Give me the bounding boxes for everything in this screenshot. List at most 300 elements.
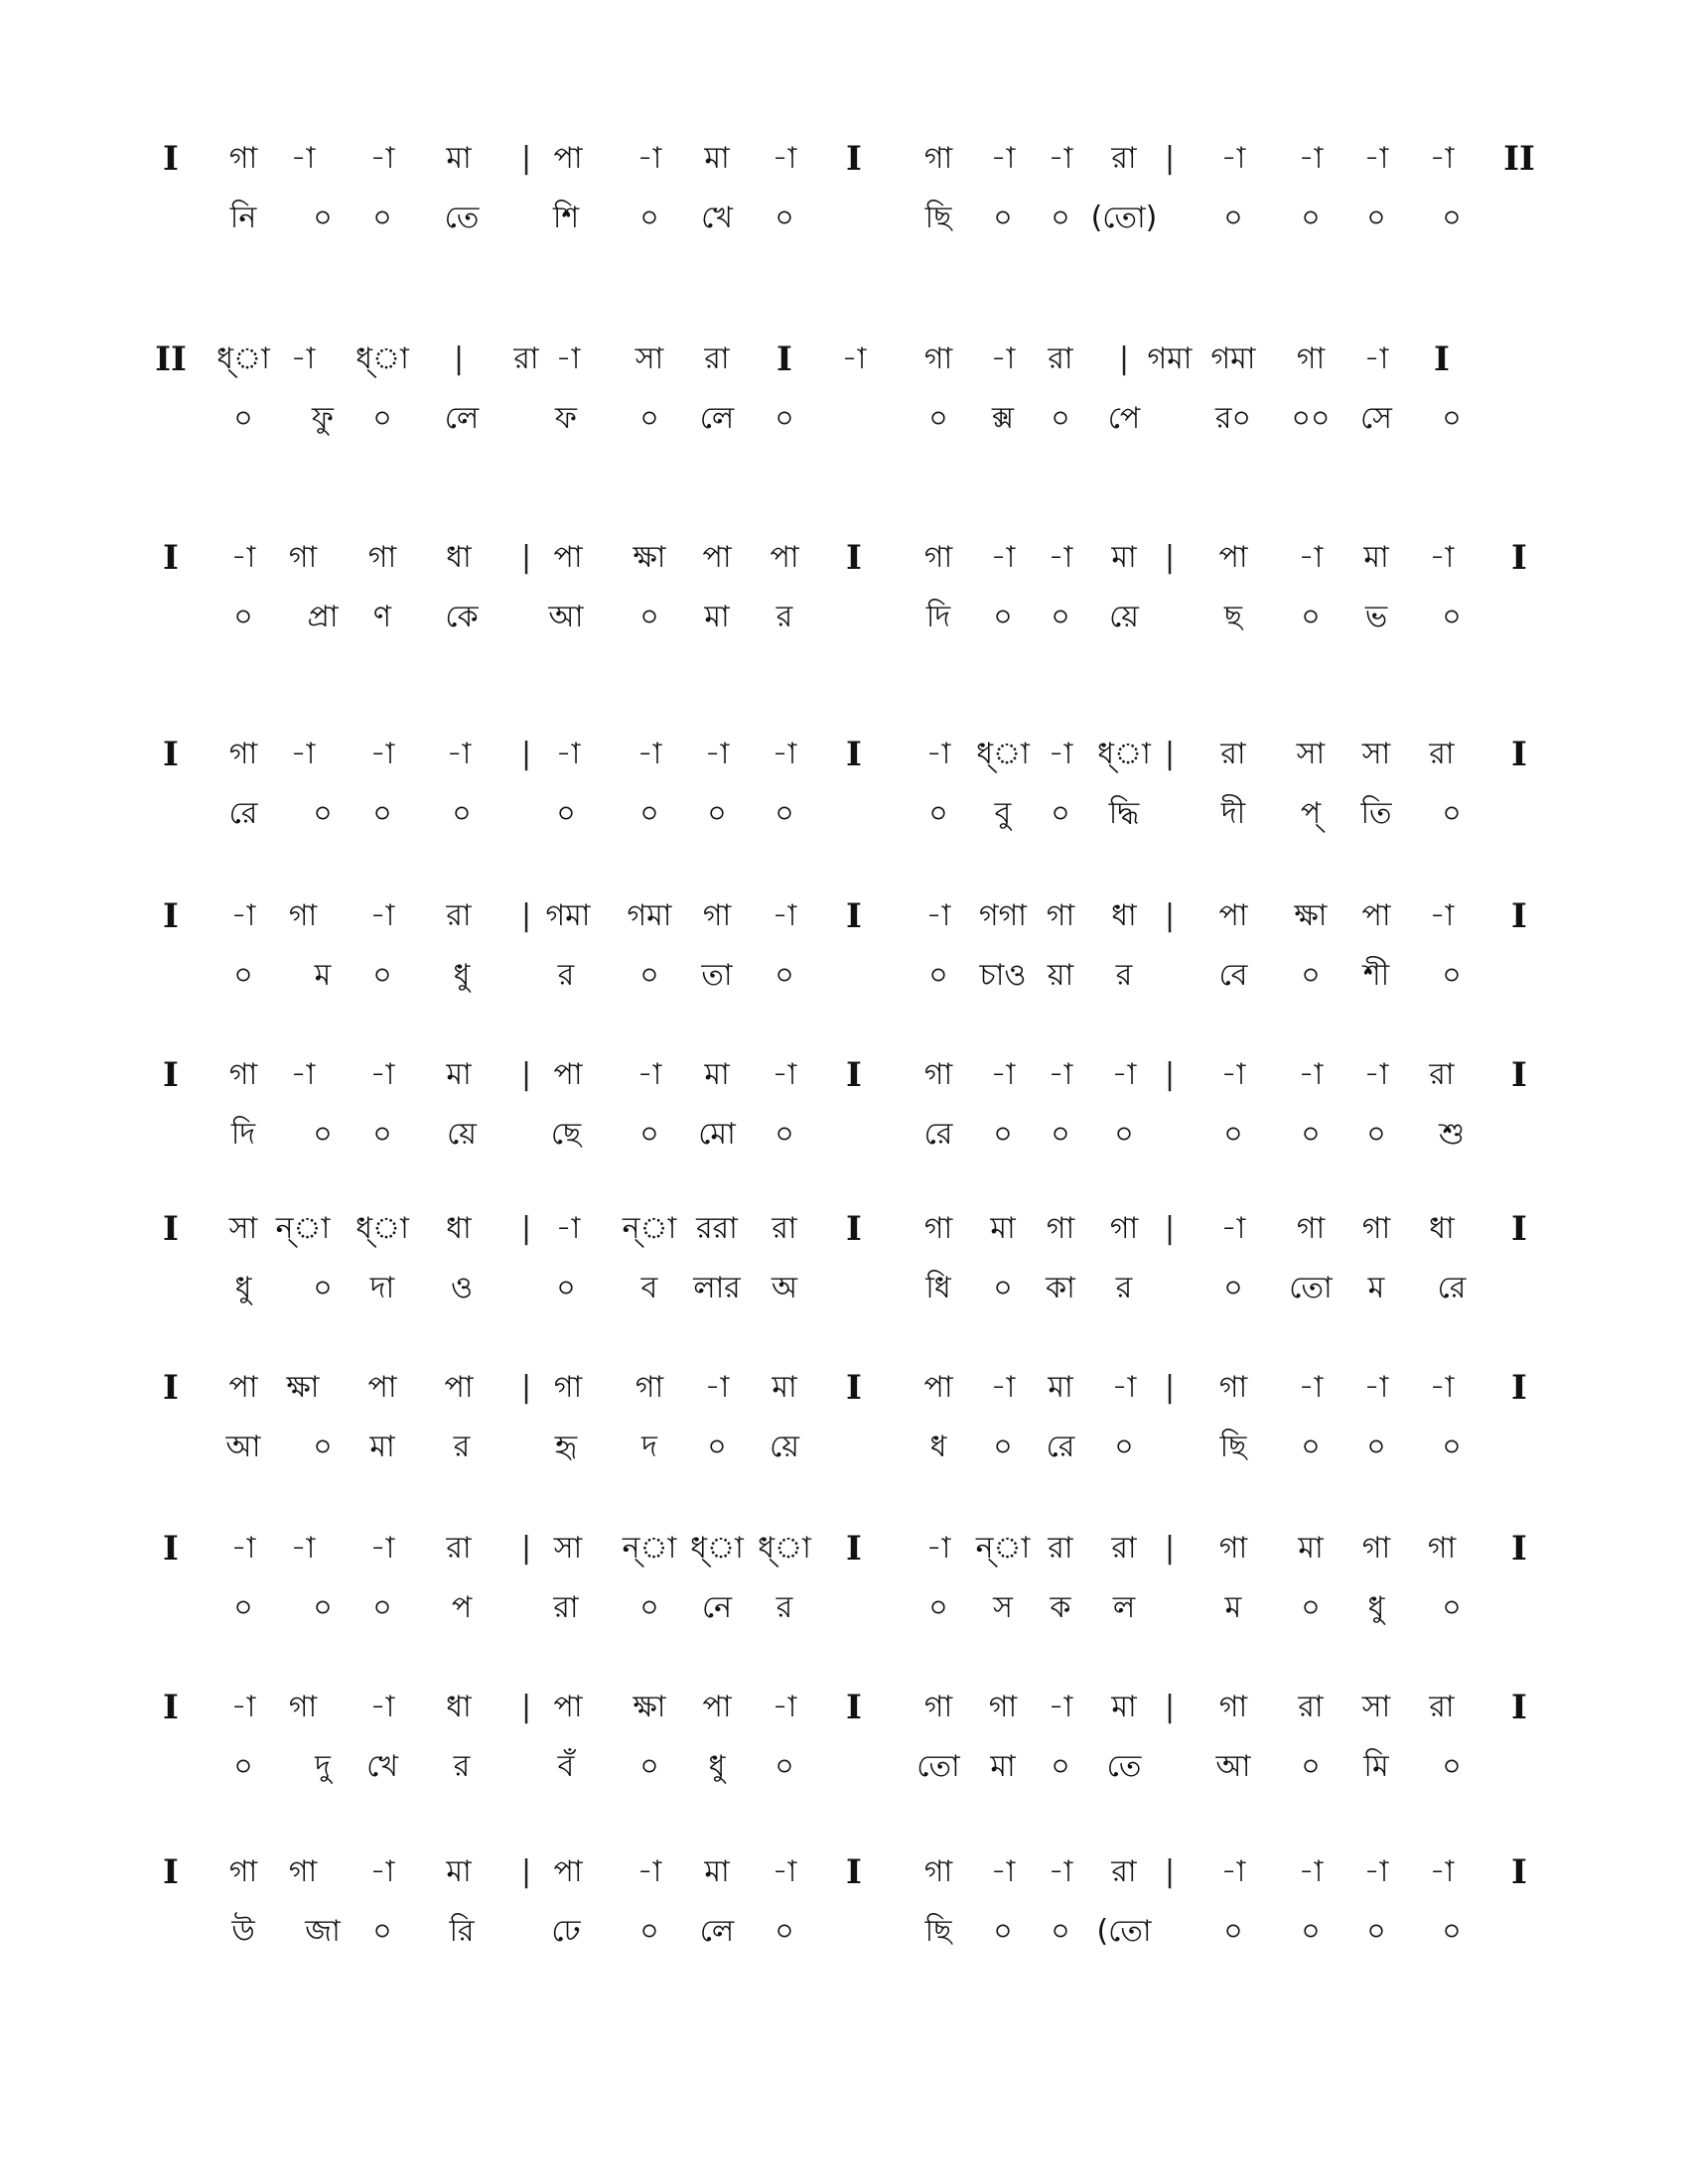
swara-note: গা <box>1361 1211 1391 1246</box>
lyric-syllable: ০ <box>774 201 794 235</box>
swara-note: -া <box>290 141 316 176</box>
notation-line <box>0 340 1688 488</box>
swara-note: -া <box>1048 1057 1073 1092</box>
lyric-syllable: শি <box>552 201 580 235</box>
lyric-syllable: ০ <box>774 796 794 831</box>
swara-note: গা <box>1427 1531 1457 1566</box>
swara-note: রা <box>1048 341 1073 376</box>
swara-note: -া <box>925 1531 951 1566</box>
lyric-syllable: ০ <box>928 1590 948 1625</box>
lyric-syllable: ০ <box>372 1914 392 1949</box>
lyric-syllable: তি <box>1360 796 1392 831</box>
lyric-syllable: শু <box>1439 1117 1465 1152</box>
swara-note: -া <box>925 737 951 771</box>
swara-note: সা <box>1361 737 1391 771</box>
swara-note: -া <box>990 341 1016 376</box>
lyric-syllable: ০ <box>639 401 659 436</box>
swara-note: রা <box>446 1531 472 1566</box>
swara-note: -া <box>1298 540 1324 575</box>
bar-line: I <box>776 340 792 379</box>
lyric-syllable: ০ <box>639 600 659 634</box>
swara-note: মা <box>1111 1690 1137 1724</box>
swara-note: -া <box>990 540 1016 575</box>
lyric-syllable: ০ <box>372 201 392 235</box>
lyric-syllable: ০ <box>993 201 1013 235</box>
lyric-syllable: ০ <box>1301 958 1321 993</box>
lyric-syllable: ছি <box>924 201 952 235</box>
swara-note: -া <box>1363 1057 1389 1092</box>
swara-note: গা <box>1218 1690 1248 1724</box>
swara-note: -া <box>230 898 256 933</box>
lyric-syllable: দ্ধি <box>1108 796 1140 831</box>
swara-note: গা <box>228 1057 258 1092</box>
bar-line: I <box>1511 735 1527 774</box>
lyric-syllable: ০ <box>639 1117 659 1152</box>
lyric-syllable: ণ <box>372 600 392 634</box>
swara-note: গা <box>1046 1211 1075 1246</box>
swara-note: -া <box>555 341 581 376</box>
swara-note: মা <box>1048 1370 1073 1405</box>
lyric-syllable: ০ <box>993 1430 1013 1464</box>
lyric-syllable: প্ <box>1300 796 1322 831</box>
lyric-syllable: ০ <box>1442 1749 1462 1784</box>
swara-note: ন্া <box>275 1211 331 1246</box>
swara-note: ধ্া <box>690 1531 744 1566</box>
swara-note: -া <box>704 1370 730 1405</box>
swara-note: রা <box>1048 1531 1073 1566</box>
lyric-syllable: লার <box>693 1271 741 1305</box>
notation-line <box>0 1688 1688 1837</box>
lyric-syllable: খে <box>366 1749 398 1784</box>
bar-line: I <box>1511 1529 1527 1569</box>
lyric-syllable: ব <box>640 1271 658 1305</box>
swara-note: রা <box>1429 1057 1455 1092</box>
bar-line: I <box>1511 1055 1527 1095</box>
lyric-syllable: ০ <box>313 796 333 831</box>
swara-note: -া <box>290 1531 316 1566</box>
lyric-syllable: ০ <box>1051 1749 1070 1784</box>
swara-note: -া <box>1298 1854 1324 1889</box>
swara-note: -া <box>1220 141 1246 176</box>
bar-line: II <box>155 340 187 379</box>
swara-note: -া <box>925 898 951 933</box>
swara-note: -া <box>1220 1211 1246 1246</box>
swara-note: গা <box>288 1690 318 1724</box>
swara-note: গা <box>228 737 258 771</box>
swara-note: -া <box>841 341 867 376</box>
lyric-syllable: লে <box>699 401 735 436</box>
swara-note: -া <box>990 1854 1016 1889</box>
lyric-syllable: হৃ <box>554 1430 578 1464</box>
lyric-syllable: র <box>775 1590 793 1625</box>
lyric-syllable: প্রা <box>307 600 339 634</box>
lyric-syllable: রে <box>1046 1430 1075 1464</box>
lyric-syllable: ০ <box>1442 958 1462 993</box>
lyric-syllable: দু <box>315 1749 331 1784</box>
swara-note: ধ্া <box>758 1531 811 1566</box>
beat-separator: | <box>1164 1690 1176 1724</box>
lyric-syllable: পে <box>1107 401 1141 436</box>
swara-note: -া <box>1429 898 1455 933</box>
swara-note: রা <box>1111 1531 1137 1566</box>
swara-note: -া <box>1363 341 1389 376</box>
swara-note: -া <box>990 1057 1016 1092</box>
swara-note: ধ্া <box>1097 737 1151 771</box>
swara-note: পা <box>1361 898 1391 933</box>
swara-note: গা <box>228 141 258 176</box>
swara-note: গা <box>228 1854 258 1889</box>
bar-line: I <box>846 139 862 179</box>
lyric-syllable: ০ <box>372 401 392 436</box>
swara-note: পা <box>553 1690 583 1724</box>
beat-separator: | <box>1164 1370 1176 1405</box>
swara-note: গা <box>288 1854 318 1889</box>
lyric-syllable: ০ <box>993 600 1013 634</box>
lyric-syllable: ০ <box>313 201 333 235</box>
swara-note: পা <box>553 540 583 575</box>
lyric-syllable: ০ <box>928 958 948 993</box>
beat-separator: | <box>520 1531 532 1566</box>
lyric-syllable: ০ <box>1051 600 1070 634</box>
swara-note: -া <box>636 1854 662 1889</box>
swara-note: -া <box>1298 141 1324 176</box>
lyric-syllable: অ <box>772 1271 797 1305</box>
beat-separator: | <box>520 1057 532 1092</box>
swara-note: গা <box>1109 1211 1139 1246</box>
lyric-syllable: ০ <box>1301 1117 1321 1152</box>
swara-note: পা <box>553 1854 583 1889</box>
swara-note: -া <box>1048 737 1073 771</box>
swara-note: -া <box>369 737 395 771</box>
lyric-syllable: রি <box>449 1914 475 1949</box>
beat-separator: | <box>520 540 532 575</box>
swara-note: গা <box>923 141 953 176</box>
lyric-syllable: মো <box>698 1117 736 1152</box>
lyric-syllable: ০ <box>707 1430 727 1464</box>
lyric-syllable: ০ <box>372 1117 392 1152</box>
swara-note: -া <box>1429 1370 1455 1405</box>
swara-note: -া <box>1298 1057 1324 1092</box>
lyric-syllable: নি <box>229 201 257 235</box>
swara-note: মা <box>772 1370 797 1405</box>
beat-separator: | <box>520 1211 532 1246</box>
swara-note: গা <box>923 1057 953 1092</box>
swara-note: পা <box>770 540 799 575</box>
lyric-syllable: ০ <box>1366 1117 1386 1152</box>
swara-note: পা <box>444 1370 474 1405</box>
lyric-syllable: ০ <box>313 1590 333 1625</box>
swara-note: মা <box>446 1057 472 1092</box>
beat-separator: | <box>1164 1531 1176 1566</box>
swara-note: গা <box>702 898 732 933</box>
swara-note: পা <box>702 1690 732 1724</box>
swara-note: -া <box>636 141 662 176</box>
lyric-syllable: ০ <box>313 1430 333 1464</box>
lyric-syllable: তো <box>916 1749 960 1784</box>
swara-note: -া <box>990 141 1016 176</box>
bar-line: I <box>846 538 862 578</box>
swara-note: -া <box>704 737 730 771</box>
swara-note: গা <box>1218 1531 1248 1566</box>
lyric-syllable: ০ <box>774 958 794 993</box>
lyric-syllable: ০ <box>1051 1117 1070 1152</box>
lyric-syllable: ০ <box>452 796 472 831</box>
lyric-syllable: মা <box>990 1749 1016 1784</box>
swara-note: রা <box>1111 1854 1137 1889</box>
swara-note: পা <box>553 141 583 176</box>
bar-line: I <box>846 1529 862 1569</box>
lyric-syllable: ০ <box>774 1117 794 1152</box>
swara-note: গমা <box>1210 341 1256 376</box>
swara-note: -া <box>772 141 797 176</box>
bar-line: I <box>163 139 179 179</box>
swara-note: ক্ষা <box>1294 898 1328 933</box>
lyric-syllable: তে <box>1106 1749 1142 1784</box>
lyric-syllable: ধু <box>234 1271 252 1305</box>
swara-note: -া <box>772 737 797 771</box>
swara-note: পা <box>1218 898 1248 933</box>
lyric-syllable: সে <box>1360 401 1392 436</box>
swara-note: গা <box>923 540 953 575</box>
swara-note: পা <box>367 1370 397 1405</box>
beat-separator: | <box>1118 341 1130 376</box>
lyric-syllable: ০ <box>1442 201 1462 235</box>
lyric-syllable: ০ <box>233 1590 253 1625</box>
lyric-syllable: ঢে <box>551 1914 581 1949</box>
swara-note: মা <box>1298 1531 1324 1566</box>
swara-note: -া <box>369 1854 395 1889</box>
lyric-syllable: র <box>453 1749 471 1784</box>
swara-note: গা <box>288 540 318 575</box>
lyric-syllable: ০ <box>993 1271 1013 1305</box>
lyric-syllable: প <box>451 1590 473 1625</box>
lyric-syllable: লে <box>444 401 480 436</box>
lyric-syllable: ০ <box>639 1914 659 1949</box>
bar-line: I <box>846 1852 862 1892</box>
swara-note: রা <box>1429 1690 1455 1724</box>
beat-separator: | <box>520 737 532 771</box>
swara-note: -া <box>1048 1690 1073 1724</box>
lyric-syllable: ০ <box>639 796 659 831</box>
lyric-syllable: ০ <box>233 958 253 993</box>
bar-line: I <box>163 896 179 936</box>
swara-note: সা <box>228 1211 258 1246</box>
lyric-syllable: ০ <box>1223 1914 1243 1949</box>
swara-note: মা <box>990 1211 1016 1246</box>
lyric-syllable: ছ <box>1223 600 1243 634</box>
bar-line: I <box>163 1688 179 1727</box>
lyric-syllable: ম <box>314 958 332 993</box>
lyric-syllable: ০ <box>1051 1914 1070 1949</box>
swara-note: রা <box>446 898 472 933</box>
bar-line: I <box>163 1209 179 1249</box>
lyric-syllable: ০ <box>372 1590 392 1625</box>
lyric-syllable: ০ <box>774 401 794 436</box>
lyric-syllable: ছি <box>924 1914 952 1949</box>
swara-note: -া <box>369 1531 395 1566</box>
notation-line <box>0 1529 1688 1678</box>
lyric-syllable: ধু <box>453 958 471 993</box>
swara-note: -া <box>1429 540 1455 575</box>
swara-note: গা <box>923 341 953 376</box>
lyric-syllable: ছি <box>1219 1430 1247 1464</box>
swara-note: -া <box>1048 1854 1073 1889</box>
lyric-syllable: (তো <box>1096 1914 1152 1949</box>
lyric-syllable: ০ <box>774 1749 794 1784</box>
bar-line: I <box>163 1529 179 1569</box>
bar-line: I <box>846 1688 862 1727</box>
lyric-syllable: রে <box>1437 1271 1467 1305</box>
bar-line: I <box>1434 340 1450 379</box>
swara-note: -া <box>369 1690 395 1724</box>
lyric-syllable: ০ <box>313 1271 333 1305</box>
beat-separator: | <box>520 1370 532 1405</box>
notation-line <box>0 735 1688 884</box>
swara-note: গা <box>988 1690 1018 1724</box>
bar-line: I <box>846 1368 862 1408</box>
lyric-syllable: ধি <box>925 1271 951 1305</box>
beat-separator: | <box>520 1690 532 1724</box>
bar-line: I <box>1511 896 1527 936</box>
swara-note: মা <box>1111 540 1137 575</box>
swara-note: -া <box>230 1531 256 1566</box>
swara-note: মা <box>446 141 472 176</box>
lyric-syllable: তে <box>444 201 480 235</box>
swara-note: -া <box>772 1854 797 1889</box>
lyric-syllable: স <box>993 1590 1013 1625</box>
bar-line: I <box>846 896 862 936</box>
lyric-syllable: চাও <box>979 958 1027 993</box>
swara-note: গমা <box>627 898 672 933</box>
beat-separator: | <box>520 1854 532 1889</box>
lyric-syllable: ০ <box>556 1271 576 1305</box>
swara-note: ন্া <box>622 1531 677 1566</box>
swara-note: গা <box>923 1211 953 1246</box>
lyric-syllable: ০ <box>1301 201 1321 235</box>
lyric-syllable: ০ <box>993 1117 1013 1152</box>
swara-note: -া <box>369 1057 395 1092</box>
bar-line: I <box>846 735 862 774</box>
lyric-syllable: দী <box>1220 796 1246 831</box>
swara-note: ধ্া <box>976 737 1030 771</box>
lyric-syllable: ০ <box>707 796 727 831</box>
lyric-syllable: ০ <box>639 201 659 235</box>
swara-note: মা <box>704 1057 730 1092</box>
lyric-syllable: ০ <box>639 1749 659 1784</box>
notation-line <box>0 896 1688 1045</box>
lyric-syllable: দ <box>641 1430 657 1464</box>
bar-line: I <box>163 1852 179 1892</box>
swara-note: মা <box>704 141 730 176</box>
swara-note: -া <box>1363 1854 1389 1889</box>
swara-note: গা <box>634 1370 664 1405</box>
bar-line: II <box>1503 139 1535 179</box>
lyric-syllable: মি <box>1363 1749 1389 1784</box>
swara-note: রা <box>1220 737 1246 771</box>
swara-note: -া <box>1363 141 1389 176</box>
lyric-syllable: য়ে <box>1109 600 1139 634</box>
bar-line: I <box>1511 1688 1527 1727</box>
beat-separator: | <box>1164 141 1176 176</box>
swara-note: ধ্া <box>216 341 270 376</box>
lyric-syllable: ০ <box>233 1749 253 1784</box>
lyric-syllable: ০ <box>1301 1430 1321 1464</box>
beat-separator: | <box>520 141 532 176</box>
beat-separator: | <box>520 898 532 933</box>
swara-note: ধা <box>1111 898 1137 933</box>
lyric-syllable: ০০ <box>1291 401 1331 436</box>
swara-note: ধা <box>1429 1211 1455 1246</box>
lyric-syllable: উ <box>231 1914 255 1949</box>
swara-note: ক্ষা <box>633 540 666 575</box>
swara-note: -া <box>369 898 395 933</box>
swara-note: -া <box>555 737 581 771</box>
bar-line: I <box>1511 1368 1527 1408</box>
lyric-syllable: বে <box>1218 958 1248 993</box>
lyric-syllable: ০ <box>233 600 253 634</box>
lyric-syllable: ০ <box>1114 1430 1134 1464</box>
swara-note: রা <box>704 341 730 376</box>
swara-note: মা <box>1363 540 1389 575</box>
notation-line <box>0 1368 1688 1517</box>
lyric-syllable: তো <box>1289 1271 1333 1305</box>
lyric-syllable: মা <box>369 1430 395 1464</box>
lyric-syllable: ফু <box>312 401 334 436</box>
swara-note: রা <box>772 1211 797 1246</box>
lyric-syllable: ০ <box>1223 201 1243 235</box>
lyric-syllable: ০ <box>1366 1914 1386 1949</box>
swara-note: -া <box>290 737 316 771</box>
lyric-syllable: ০ <box>1301 1590 1321 1625</box>
lyric-syllable: ম <box>1367 1271 1385 1305</box>
swara-note: -া <box>772 1690 797 1724</box>
lyric-syllable: ০ <box>1442 600 1462 634</box>
lyric-syllable: র <box>1115 958 1133 993</box>
swara-note: -া <box>772 898 797 933</box>
swara-note: -া <box>1048 141 1073 176</box>
lyric-syllable: ০ <box>639 1590 659 1625</box>
swara-note: গা <box>367 540 397 575</box>
lyric-syllable: তা <box>701 958 733 993</box>
lyric-syllable: ০ <box>928 401 948 436</box>
lyric-syllable: ০ <box>1223 1117 1243 1152</box>
swara-note: -া <box>1429 141 1455 176</box>
notation-line <box>0 1852 1688 2001</box>
swara-note: সা <box>1361 1690 1391 1724</box>
lyric-syllable: দি <box>230 1117 256 1152</box>
lyric-syllable: র০ <box>1214 401 1252 436</box>
swara-note: গগা <box>978 898 1028 933</box>
swara-note: গা <box>288 898 318 933</box>
lyric-syllable: ধু <box>1367 1590 1385 1625</box>
swara-note: গা <box>1296 1211 1326 1246</box>
swara-note: -া <box>446 737 472 771</box>
bar-line: I <box>1511 1852 1527 1892</box>
swara-note: -া <box>1298 1370 1324 1405</box>
swara-note: রা <box>513 341 539 376</box>
lyric-syllable: ০ <box>372 796 392 831</box>
lyric-syllable: ০ <box>1223 1271 1243 1305</box>
swara-note: -া <box>230 540 256 575</box>
lyric-syllable: য়া <box>1047 958 1074 993</box>
swara-note: গা <box>1361 1531 1391 1566</box>
swara-note: ধা <box>446 1211 472 1246</box>
lyric-syllable: জা <box>305 1914 341 1949</box>
swara-note: গা <box>923 1854 953 1889</box>
lyric-syllable: লে <box>699 1914 735 1949</box>
swara-note: গা <box>923 1690 953 1724</box>
swara-note: -া <box>1220 1057 1246 1092</box>
